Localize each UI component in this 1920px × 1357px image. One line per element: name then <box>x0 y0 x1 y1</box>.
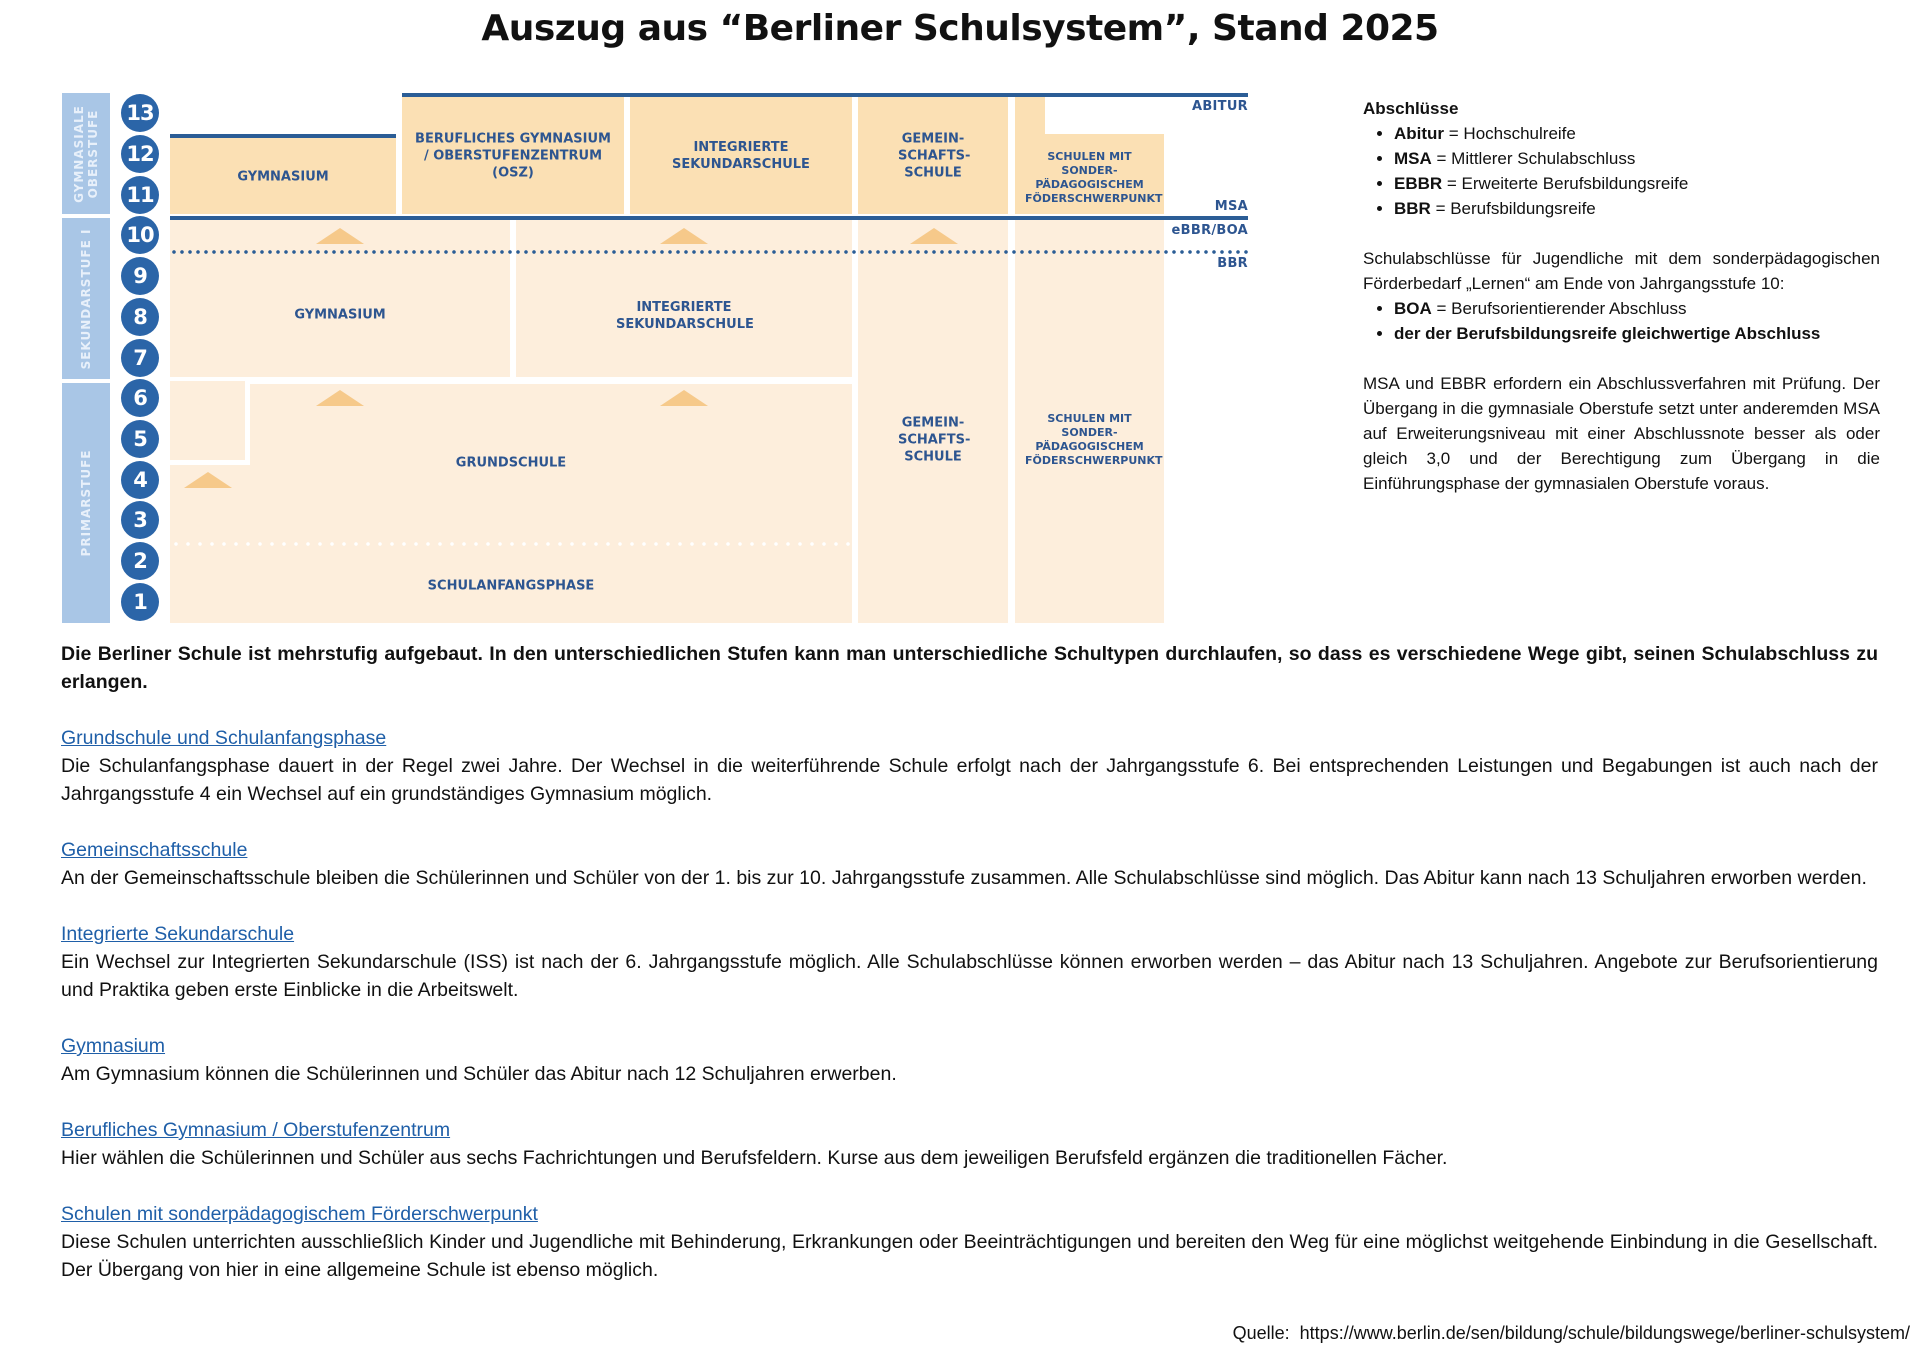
legend-item <box>1394 296 1880 321</box>
legend-list <box>1363 121 1880 221</box>
source-line <box>1233 1323 1910 1344</box>
legend-def: = Mittlerer Schulabschluss <box>1431 149 1636 168</box>
legend-heading: Abschlüsse <box>1363 99 1459 118</box>
grade-circle-4: 4 <box>121 461 159 499</box>
grade-circle-5: 5 <box>121 420 159 458</box>
grade-circle-6: 6 <box>121 379 159 417</box>
legend-term: BOA <box>1394 299 1432 318</box>
link-berufliches-gymnasium[interactable]: Berufliches Gymnasium / Oberstufenzentrum <box>61 1119 451 1141</box>
legend-term: Abitur <box>1394 124 1445 143</box>
stage-sekundarstufe-1 <box>62 218 110 379</box>
section-text: Diese Schulen unterrichten ausschließlich Kinder und Jugendliche mit Behinderung, Erkrankungen oder Beeinträchtigungen und bereiten den Weg für eine möglichst weitgehende Einbindung in die Gesellschaft. Der Übergang von hier in eine allgemeine Schule ist ebenso möglich. <box>61 1231 1878 1281</box>
box-label-schulanfangsphase: SCHULANFANGSPHASE <box>427 578 595 594</box>
legend-term: MSA <box>1394 149 1432 168</box>
stage-gymnasiale-oberstufe <box>62 93 110 214</box>
transition-arrow-icon <box>660 390 708 406</box>
legend-item <box>1394 196 1880 221</box>
box-label: GEMEIN- SCHAFTS- SCHULE <box>898 131 971 181</box>
label-bbr: BBR <box>1217 256 1248 271</box>
box-gemeinschaftsschule <box>858 220 1008 623</box>
legend-item <box>1394 321 1880 346</box>
link-integrierte-sekundarschule[interactable]: Integrierte Sekundarschule <box>61 923 295 945</box>
stage-label: PRIMARSTUFE <box>79 449 93 557</box>
abitur-line <box>402 93 1248 97</box>
legend-item <box>1394 121 1880 146</box>
section-gymnasium <box>61 1032 1878 1088</box>
legend-def: = Berufsorientierender Abschluss <box>1431 299 1687 318</box>
box-berufliches-gymnasium <box>402 96 624 214</box>
grade-circle-11: 11 <box>121 176 159 214</box>
legend-term: der der Berufsbildungsreife gleichwertige Abschluss <box>1394 324 1821 343</box>
section-text: An der Gemeinschaftsschule bleiben die Schülerinnen und Schüler von der 1. bis zur 10. Jahrgangsstufe zusammen. Alle Schulabschlüsse sind möglich. Das Abitur kann nach 13 Schuljahren erworben werden. <box>61 867 1867 889</box>
step-line-horizontal-left <box>170 460 250 465</box>
abschluesse-legend <box>1363 96 1880 496</box>
legend-note: MSA und EBBR erfordern ein Abschlussverfahren mit Prüfung. Der Übergang in die gymnasiale Oberstufe setzt unter anderemden MSA auf Erweiterungsniveau mit einer Abschlussnote besser als oder gleich 3,0 und der Berechtigung zum Übergang in die Einführungsphase der gymnasialen Oberstufe voraus. <box>1363 374 1880 493</box>
transition-arrow-icon <box>184 472 232 488</box>
section-text: Am Gymnasium können die Schülerinnen und Schüler das Abitur nach 12 Schuljahren erwerben. <box>61 1063 897 1085</box>
stage-label: SEKUNDARSTUFE I <box>79 228 93 369</box>
label-msa: MSA <box>1214 199 1248 214</box>
schulanfangsphase-divider <box>170 542 852 546</box>
grade-circle-2: 2 <box>121 542 159 580</box>
box-label: INTEGRIERTE SEKUNDARSCHULE <box>672 140 810 172</box>
box-label: SCHULEN MIT SONDER- PÄDAGOGISCHEM FÖDERSCHWERPUNKT <box>1025 412 1163 467</box>
section-text: Die Schulanfangsphase dauert in der Regel zwei Jahre. Der Wechsel in die weiterführende Schule erfolgt nach der Jahrgangsstufe 6. Bei entsprechenden Leistungen und Begabungen ist auch nach der Jahrgangsstufe 4 ein Wechsel auf ein grundständiges Gymnasium möglich. <box>61 755 1878 805</box>
box-grundschule <box>170 381 852 623</box>
grade-circle-3: 3 <box>121 501 159 539</box>
label-abitur: ABITUR <box>1191 99 1248 114</box>
box-label: SCHULEN MIT SONDER- PÄDAGOGISCHEM FÖDERSCHWERPUNKT <box>1025 150 1163 205</box>
box-label: GRUNDSCHULE <box>455 455 567 471</box>
grade-circle-12: 12 <box>121 135 159 173</box>
section-text: Ein Wechsel zur Integrierten Sekundarschule (ISS) ist nach der 6. Jahrgangsstufe möglich. Alle Schulabschlüsse können erworben werden – das Abitur nach 13 Schuljahren. Angebote zur Berufsorientierung und Praktika geben erste Einblicke in die Arbeitswelt. <box>61 951 1878 1001</box>
legend-special-list <box>1363 296 1880 346</box>
grade-circle-10: 10 <box>121 216 159 254</box>
box-label: GYMNASIUM <box>294 307 386 323</box>
label-ebbr-boa: eBBR/BOA <box>1171 223 1248 238</box>
grade-circle-13: 13 <box>121 94 159 132</box>
section-gemeinschaftsschule <box>61 836 1878 892</box>
transition-arrow-icon <box>660 228 708 244</box>
link-gemeinschaftsschule[interactable]: Gemeinschaftsschule <box>61 839 248 861</box>
legend-term: BBR <box>1394 199 1431 218</box>
stage-primarstufe <box>62 383 110 623</box>
box-label: GEMEIN- SCHAFTS- SCHULE <box>898 415 971 465</box>
source-url[interactable]: https://www.berlin.de/sen/bildung/schule/bildungswege/berliner-schulsystem/ <box>1299 1323 1910 1343</box>
step-line-vertical <box>245 379 250 463</box>
intro-paragraph: Die Berliner Schule ist mehrstufig aufgebaut. In den unterschiedlichen Stufen kann man unterschiedliche Schultypen durchlaufen, so dass es verschiedene Wege gibt, seinen Schulabschluss zu erlangen. <box>61 643 1878 693</box>
source-label: Quelle: <box>1232 1323 1290 1343</box>
link-grundschule[interactable]: Grundschule und Schulanfangsphase <box>61 727 387 749</box>
section-grundschule <box>61 724 1878 808</box>
grade-circle-9: 9 <box>121 257 159 295</box>
section-text: Hier wählen die Schülerinnen und Schüler aus sechs Fachrichtungen und Berufsfeldern. Kurse aus dem jeweiligen Berufsfeld ergänzen die traditionellen Fächer. <box>61 1147 1448 1169</box>
legend-term: EBBR <box>1394 174 1443 193</box>
section-iss <box>61 920 1878 1004</box>
box-gemeinschaftsschule-oberstufe <box>858 96 1008 214</box>
grade-circle-7: 7 <box>121 339 159 377</box>
abitur-line-gymnasium <box>170 134 396 138</box>
box-gymnasium-oberstufe <box>170 137 396 214</box>
section-berufliches-gymnasium <box>61 1116 1878 1172</box>
box-label: INTEGRIERTE SEKUNDARSCHULE <box>616 300 754 332</box>
legend-special-intro: Schulabschlüsse für Jugendliche mit dem sonderpädagogischen Förderbedarf „Lernen“ am Ende von Jahrgangsstufe 10: <box>1363 249 1880 293</box>
legend-item <box>1394 171 1880 196</box>
legend-def: = Hochschulreife <box>1444 124 1576 143</box>
box-label: GYMNASIUM <box>237 169 329 185</box>
box-iss-oberstufe <box>630 96 852 214</box>
bbr-line <box>170 250 1248 254</box>
stage-label: GYMNASIALE OBERSTUFE <box>72 104 100 203</box>
grade-circle-8: 8 <box>121 298 159 336</box>
box-sonder-oberstufe <box>1015 134 1164 214</box>
box-sonder-oberstufe-top <box>1015 96 1045 136</box>
legend-def: = Berufsbildungsreife <box>1430 199 1596 218</box>
transition-arrow-icon <box>316 390 364 406</box>
main-text <box>61 640 1878 1284</box>
page-title: Auszug aus “Berliner Schulsystem”, Stand 2025 <box>481 8 1439 49</box>
section-sonderpaedagogik <box>61 1200 1878 1284</box>
grade-circle-1: 1 <box>121 583 159 621</box>
transition-arrow-icon <box>910 228 958 244</box>
box-sonder <box>1015 220 1164 623</box>
transition-arrow-icon <box>316 228 364 244</box>
legend-item <box>1394 146 1880 171</box>
step-line-horizontal-top <box>248 379 852 384</box>
box-label: BERUFLICHES GYMNASIUM / OBERSTUFENZENTRUM (OSZ) <box>415 131 611 181</box>
link-gymnasium[interactable]: Gymnasium <box>61 1035 166 1057</box>
link-sonderpaedagogische-schulen[interactable]: Schulen mit sonderpädagogischem Förderschwerpunkt <box>61 1203 538 1225</box>
legend-def: = Erweiterte Berufsbildungsreife <box>1442 174 1689 193</box>
